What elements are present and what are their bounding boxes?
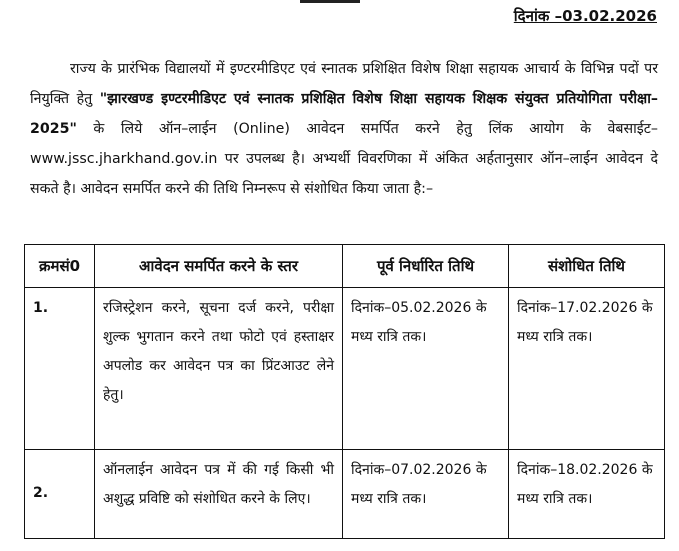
notice-body-part1: राज्य के प्रारंभिक विद्यालयों में इण्टरमीडिएट एवं स्नातक प्रशिक्षित विशेष शिक्षा सहायक आचार्य के विभिन्न पदों पर नियुक्ति हेतु bbox=[30, 61, 658, 108]
row-revised-date: दिनांक–17.02.2026 के मध्य रात्रि तक। bbox=[509, 288, 665, 450]
row-serial-no: 2. bbox=[25, 449, 95, 538]
notice-body-part2: के लिये ऑन–लाईन (Online) आवेदन समर्पित करने हेतु लिंक आयोग के वेबसाईट– www.jssc.jharkhand.gov.in पर उपलब्ध है। अभ्यर्थी विवरणिका में अंकित अर्हतानुसार ऑन–लाईन आवेदन दे सकते है। आवेदन समर्पित करने की तिथि निम्नरूप से संशोधित किया जाता है:– bbox=[30, 121, 658, 198]
header-revised-date: संशोधित तिथि bbox=[509, 245, 665, 288]
notice-date: दिनांक –03.02.2026 bbox=[513, 7, 657, 25]
row-stage: ऑनलाईन आवेदन पत्र में की गई किसी भी अशुद्ध प्रविष्टि को संशोधित करने के लिए। bbox=[95, 449, 343, 538]
row-previous-date: दिनांक–07.02.2026 के मध्य रात्रि तक। bbox=[343, 449, 509, 538]
row-previous-date: दिनांक–05.02.2026 के मध्य रात्रि तक। bbox=[343, 288, 509, 450]
cropped-header-fragment bbox=[300, 0, 360, 3]
table-row bbox=[25, 288, 665, 450]
row-stage: रजिस्ट्रेशन करने, सूचना दर्ज करने, परीक्षा शुल्क भुगतान करने तथा फोटो एवं हस्ताक्षर अपलोड कर आवेदन पत्र का प्रिंटआउट लेने हेतु। bbox=[95, 288, 343, 450]
row-serial-no: 1. bbox=[25, 288, 95, 450]
header-serial-no: क्रमसं0 bbox=[25, 245, 95, 288]
revised-schedule-table bbox=[24, 244, 665, 539]
notice-body bbox=[30, 54, 658, 204]
header-previous-date: पूर्व निर्धारित तिथि bbox=[343, 245, 509, 288]
header-stage: आवेदन समर्पित करने के स्तर bbox=[95, 245, 343, 288]
exam-name: "झारखण्ड इण्टरमीडिएट एवं स्नातक प्रशिक्षित विशेष शिक्षा सहायक शिक्षक संयुक्त प्रतियोगिता परीक्षा–2025" bbox=[30, 91, 658, 138]
row-revised-date: दिनांक–18.02.2026 के मध्य रात्रि तक। bbox=[509, 449, 665, 538]
table-row bbox=[25, 449, 665, 538]
table-header-row bbox=[25, 245, 665, 288]
